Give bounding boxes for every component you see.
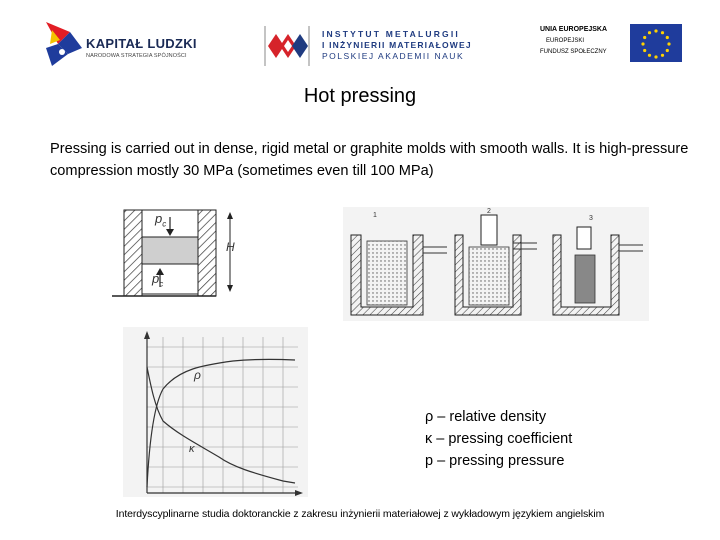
kapital-title: KAPITAŁ LUDZKI [86, 36, 197, 51]
eu-logo [528, 18, 686, 74]
kapital-subtitle: NARODOWA STRATEGIA SPÓJNOŚCI [86, 53, 187, 59]
kapital-ludzki-logo [42, 18, 212, 74]
institute-emblem-icon [262, 24, 312, 68]
institute-line-1: INSTYTUT METALURGII [322, 29, 460, 39]
graph-label-rho: ρ [194, 368, 201, 382]
stage-label-1: 1 [373, 212, 377, 219]
eu-flag-icon [630, 24, 682, 62]
density-graph [123, 327, 308, 497]
legend-item: ρ – relative density [425, 409, 547, 425]
symbol-legend [425, 406, 572, 472]
legend-item: p – pressing pressure [425, 453, 565, 469]
eu-line-1: UNIA EUROPEJSKA [540, 26, 608, 33]
intro-paragraph: Pressing is carried out in dense, rigid metal or graphite molds with smooth walls. It is high-pressure compression mostly 30 MPa (sometimes even till 100 MPa) [50, 141, 689, 179]
kapital-star-icon [42, 18, 86, 74]
stage-label-3: 3 [589, 215, 593, 222]
mold-label-top: $p_c$ [155, 211, 167, 229]
mold-label-bottom: $p_c$ [152, 271, 164, 289]
eu-line-2: EUROPEJSKI [546, 38, 585, 44]
eu-line-3: FUNDUSZ SPOŁECZNY [540, 49, 607, 55]
institute-logo [262, 24, 477, 68]
graph-label-kappa: κ [189, 443, 195, 455]
stage-label-2: 2 [487, 208, 491, 215]
footer-text: Interdyscyplinarne studia doktoranckie z zakresu inżynierii materiałowej z wykładowym językiem angielskim [115, 508, 605, 520]
institute-line-3: POLSKIEJ AKADEMII NAUK [322, 51, 465, 61]
mold-label-height: H [226, 240, 235, 254]
pressing-stages-diagram [343, 207, 649, 321]
legend-item: κ – pressing coefficient [425, 431, 573, 447]
mold-diagram [112, 207, 240, 299]
institute-line-2: I INŻYNIERII MATERIAŁOWEJ [322, 40, 472, 50]
slide-title: Hot pressing [303, 85, 417, 107]
